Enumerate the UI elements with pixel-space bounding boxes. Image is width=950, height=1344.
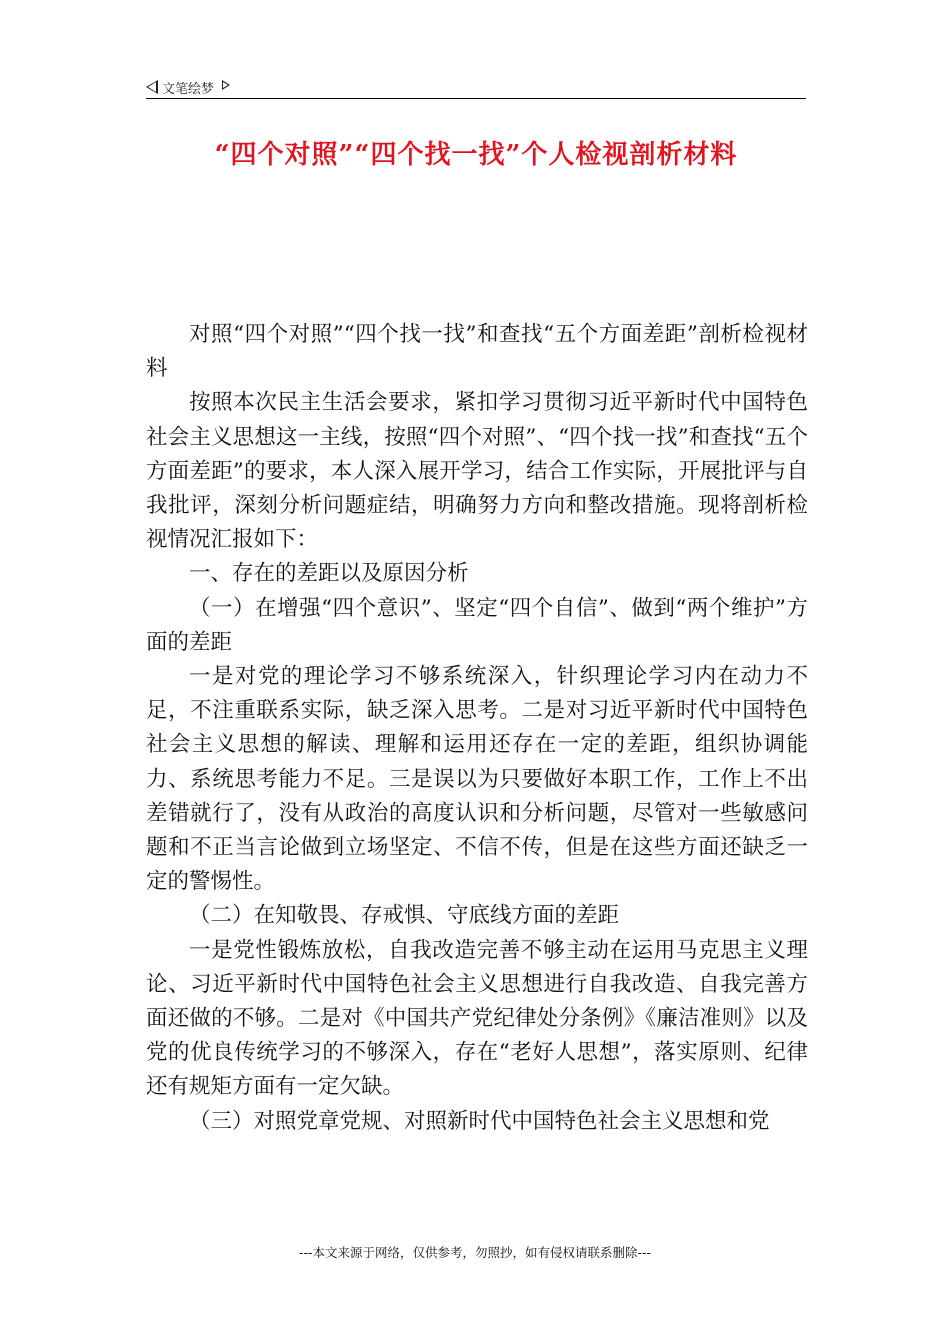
page-header (146, 76, 806, 99)
subsection-heading: （二）在知敬畏、存戒惧、守底线方面的差距 (189, 903, 620, 929)
page-footer: ---本文来源于网络，仅供参考，勿照抄，如有侵权请联系删除--- (298, 1245, 652, 1260)
paragraph: 一是对党的理论学习不够系统深入，针织理论学习内在动力不足，不注重联系实际，缺乏深入思考。二是对习近平新时代中国特色社会主义思想的解读、理解和运用还存在一定的差距，组织协调能力、系统思考能力不足。三是误以为只要做好本职工作，工作上不出差错就行了，没有从政治的高度认识和分析问题，尽管对一些敏感问题和不正当言论做到立场坚定、不信不传，但是在这些方面还缺乏一定的警惕性。 (146, 664, 808, 895)
subsection-heading: （一）在增强“四个意识”、坚定“四个自信”、做到“两个维护”方面的差距 (146, 595, 808, 655)
document-title: “四个对照”“四个找一找”个人检视剖析材料 (214, 140, 738, 170)
triangle-left-icon (146, 80, 158, 94)
document-body (146, 318, 808, 1139)
paragraph: 对照“四个对照”“四个找一找”和查找“五个方面差距”剖析检视材料 (146, 322, 808, 382)
paragraph: 按照本次民主生活会要求，紧扣学习贯彻习近平新时代中国特色社会主义思想这一主线，按照“四个对照”、“四个找一找”和查找“五个方面差距”的要求，本人深入展开学习，结合工作实际，开展批评与自我批评，深刻分析问题症结，明确努力方向和整改措施。现将剖析检视情况汇报如下： (146, 390, 808, 553)
header-brand: 文笔绘梦 (162, 81, 215, 97)
triangle-right-icon (222, 80, 230, 90)
paragraph: 一是党性锻炼放松，自我改造完善不够主动在运用马克思主义理论、习近平新时代中国特色社会主义思想进行自我改造、自我完善方面还做的不够。二是对《中国共产党纪律处分条例》《廉洁准则》以及党的优良传统学习的不够深入，存在“老好人思想”，落实原则、纪律还有规矩方面有一定欠缺。 (146, 937, 808, 1100)
section-heading: 一、存在的差距以及原因分析 (189, 561, 469, 587)
subsection-heading: （三）对照党章党规、对照新时代中国特色社会主义思想和党 (189, 1108, 770, 1134)
